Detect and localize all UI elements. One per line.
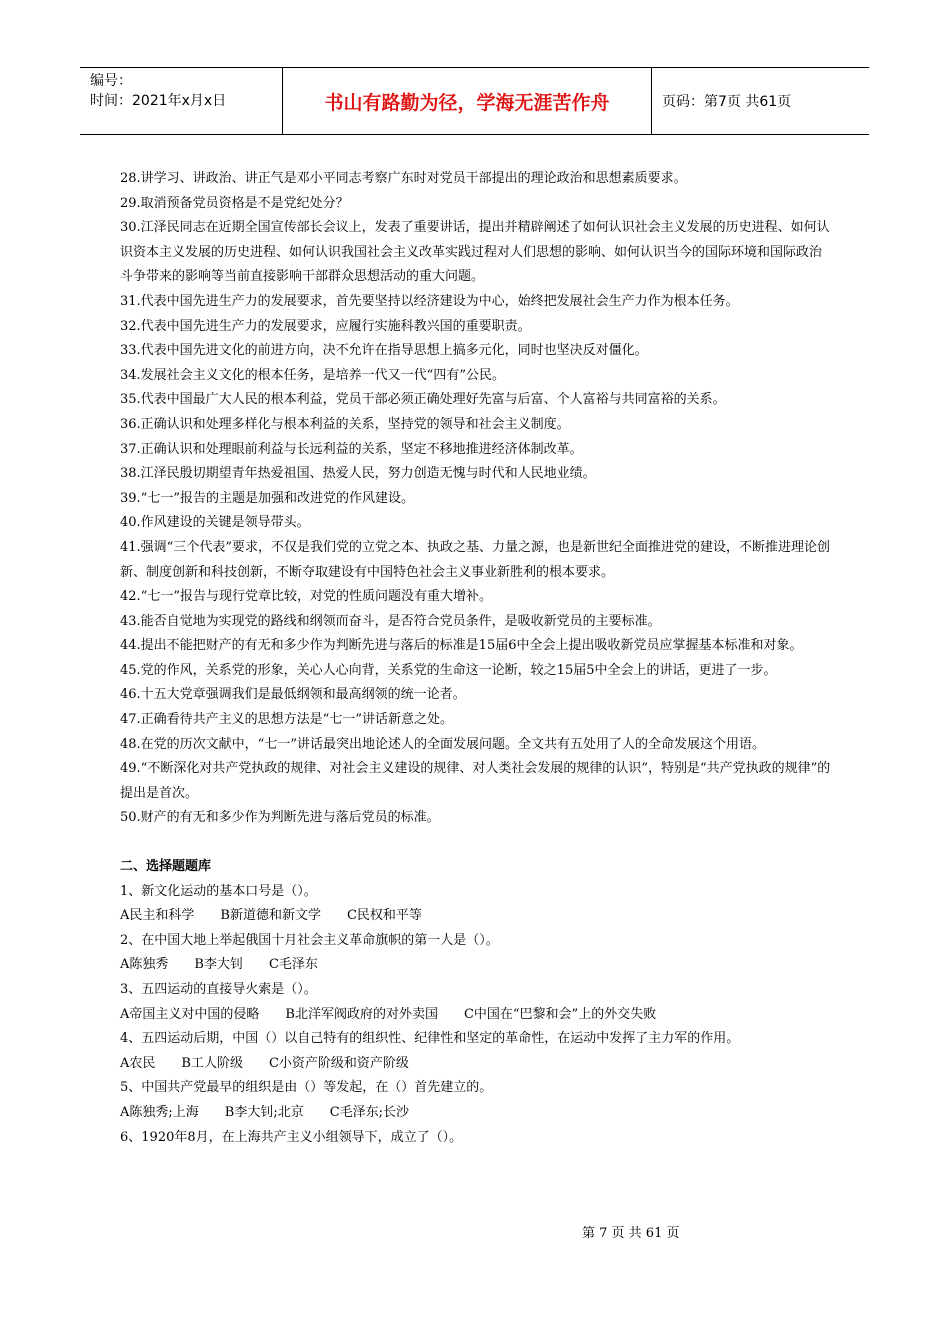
statement-item: 36.正确认识和处理多样化与根本利益的关系，坚持党的领导和社会主义制度。: [120, 416, 570, 432]
option-item: A帝国主义对中国的侵略: [120, 1006, 260, 1022]
statement-item: 30.江泽民同志在近期全国宣传部长会议上，发表了重要讲话，提出并精辟阐述了如何认识社会主义发展的历史进程、如何认识资本主义发展的历史进程、如何认识我国社会主义改革实践过程对人们思想的影响、如何认识当今的国际环境和国际政治斗争带来的影响等当前直接影响干部群众思想活动的重大问题。: [120, 220, 830, 285]
statement-item: 32.代表中国先进生产力的发展要求，应履行实施科教兴国的重要职责。: [120, 318, 531, 334]
option-item: C毛泽东: [268, 957, 318, 973]
statement-item: 40.作风建设的关键是领导带头。: [120, 515, 310, 531]
question-options: [120, 1052, 834, 1077]
statement-item: 33.代表中国先进文化的前进方向，决不允许在指导思想上搞多元化，同时也坚决反对僵化。: [120, 343, 648, 359]
option-item: B工人阶级: [181, 1055, 243, 1071]
header-meta: [80, 68, 282, 134]
question-text: 6、1920年8月，在上海共产主义小组领导下，成立了（）。: [120, 1129, 463, 1145]
statement-item: 45.党的作风，关系党的形象，关心人心向背，关系党的生命这一论断，较之15届5中全会上的讲话，更进了一步。: [120, 662, 777, 678]
statement-list: [120, 167, 834, 831]
question-options: [120, 1101, 834, 1126]
statement-item: 49.“不断深化对共产党执政的规律、对社会主义建设的规律、对人类社会发展的规律的认识”，特别是“共产党执政的规律”的提出是首次。: [120, 761, 831, 801]
statement-item: 38.江泽民殷切期望青年热爱祖国、热爱人民，努力创造无愧与时代和人民地业绩。: [120, 466, 596, 482]
statement-item: 28.讲学习、讲政治、讲正气是邓小平同志考察广东时对党员干部提出的理论政治和思想素质要求。: [120, 171, 687, 186]
question-options: [120, 904, 834, 929]
number-label: 编号：: [90, 73, 132, 89]
statement-item: 46.十五大党章强调我们是最低纲领和最高纲领的统一论者。: [120, 687, 466, 703]
question-list: [120, 880, 834, 1151]
option-item: B北洋军阀政府的对外卖国: [285, 1006, 438, 1022]
section-title: 二、选择题题库: [120, 859, 212, 875]
option-item: A农民: [120, 1055, 156, 1071]
statement-item: 44.提出不能把财产的有无和多少作为判断先进与落后的标准是15届6中全会上提出吸收新党员应掌握基本标准和对象。: [120, 638, 803, 654]
question-text: 1、新文化运动的基本口号是（）。: [120, 883, 317, 899]
option-item: C中国在“巴黎和会”上的外交失败: [463, 1006, 657, 1022]
option-item: B李大钊: [194, 957, 243, 973]
option-item: C民权和平等: [346, 908, 422, 924]
document-body: [120, 167, 834, 1150]
statement-item: 39.“七一”报告的主题是加强和改进党的作风建设。: [120, 490, 414, 506]
option-item: C小资产阶级和资产阶级: [268, 1055, 409, 1071]
statement-item: 35.代表中国最广大人民的根本利益，党员干部必须正确处理好先富与后富、个人富裕与共同富裕的关系。: [120, 392, 726, 408]
option-item: A陈独秀: [120, 957, 169, 973]
question-options: [120, 1003, 834, 1028]
statement-item: 37.正确认识和处理眼前利益与长远利益的关系，坚定不移地推进经济体制改革。: [120, 441, 583, 457]
statement-item: 34.发展社会主义文化的根本任务，是培养一代又一代“四有”公民。: [120, 367, 505, 383]
statement-item: 31.代表中国先进生产力的发展要求，首先要坚持以经济建设为中心，始终把发展社会生产力作为根本任务。: [120, 293, 739, 309]
question-text: 4、五四运动后期，中国（）以自己特有的组织性、纪律性和坚定的革命性，在运动中发挥了主力军的作用。: [120, 1031, 740, 1047]
option-item: B新道德和新文学: [220, 908, 321, 924]
time-label: 时间：2021年x月x日: [90, 93, 227, 109]
option-item: A陈独秀;上海: [120, 1104, 199, 1120]
statement-item: 43.能否自觉地为实现党的路线和纲领而奋斗，是否符合党员条件，是吸收新党员的主要标准。: [120, 613, 661, 629]
question-text: 3、五四运动的直接导火索是（）。: [120, 982, 317, 997]
statement-item: 29.取消预备党员资格是不是党纪处分？: [120, 195, 349, 211]
header-motto: 书山有路勤为径，学海无涯苦作舟: [282, 68, 652, 134]
option-item: B李大钊;北京: [224, 1104, 304, 1120]
page-header: [80, 67, 869, 135]
statement-item: 48.在党的历次文献中，“七一”讲话最突出地论述人的全面发展问题。全文共有五处用了人的全命发展这个用语。: [120, 736, 765, 752]
statement-item: 47.正确看待共产主义的思想方法是“七一”讲话新意之处。: [120, 712, 453, 728]
question-text: 2、在中国大地上举起俄国十月社会主义革命旗帜的第一人是（）。: [120, 932, 499, 948]
page-footer: 第 7 页 共 61 页: [582, 1226, 680, 1241]
question-text: 5、中国共产党最早的组织是由（）等发起，在（）首先建立的。: [120, 1080, 493, 1096]
statement-item: 50.财产的有无和多少作为判断先进与落后党员的标准。: [120, 810, 440, 826]
question-options: [120, 953, 834, 978]
option-item: A民主和科学: [120, 908, 195, 924]
statement-item: 42.“七一”报告与现行党章比较，对党的性质问题没有重大增补。: [120, 589, 492, 605]
option-item: C毛泽东;长沙: [329, 1104, 410, 1120]
statement-item: 41.强调“三个代表”要求，不仅是我们党的立党之本、执政之基、力量之源，也是新世纪全面推进党的建设，不断推进理论创新、制度创新和科技创新，不断夺取建设有中国特色社会主义事业新胜利的根本要求。: [120, 539, 830, 580]
header-page-label: 页码：第7页 共61页: [662, 94, 792, 110]
